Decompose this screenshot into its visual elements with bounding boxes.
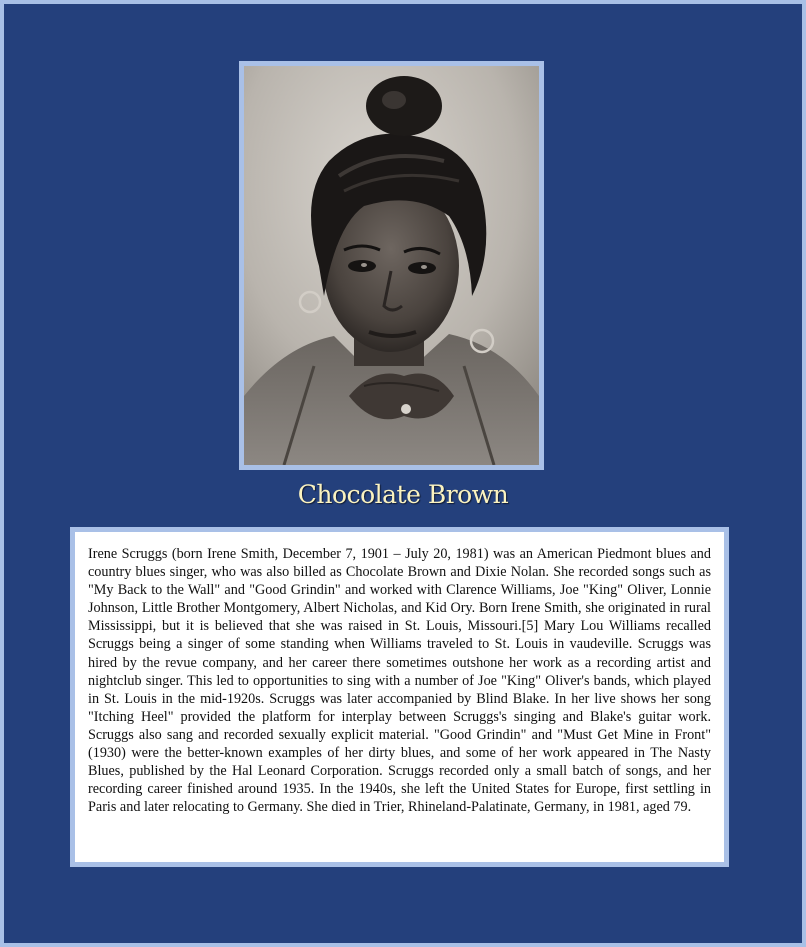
page-title: Chocolate Brown: [297, 480, 509, 509]
bio-text: Irene Scruggs (born Irene Smith, December 7, 1901 – July 20, 1981) was an American Piedmont blues and country blues singer, who was also billed as Chocolate Brown and Dixie Nolan. She recorded songs such as "My Back to the Wall" and "Good Grindin" and worked with Clarence Williams, Joe "King" Oliver, Lonnie Johnson, Little Brother Montgomery, Albert Nicholas, and Kid Ory. Born Irene Smith, she originated in rural Mississippi, but it is believed that she was raised in St. Louis, Missouri.[5] Mary Lou Williams recalled Scruggs being a singer of some standing when Williams traveled to St. Louis in vaudeville. Scruggs was hired by the revue company, and her career there sometimes outshone her work as a recording artist and nightclub singer. This led to opportunities to sing with a number of Joe "King" Oliver's bands, which played in St. Louis in the mid-1920s. Scruggs was later accompanied by Blind Blake. In her live shows her song "Itching Heel" provided the platform for interplay between Scruggs's singing and Blake's guitar work. Scruggs also sang and recorded sexually explicit material. "Good Grindin" and "Must Get Mine in Front" (1930) were the better-known examples of her dirty blues, and some of her work appeared in The Nasty Blues, published by the Hal Leonard Corporation. Scruggs recorded only a small batch of songs, and her recording career finished around 1935. In the 1940s, she left the United States for Europe, first settling in Paris and later relocating to Germany. She died in Trier, Rhineland-Palatinate, Germany, in 1981, aged 79.: [88, 546, 711, 816]
portrait-photo-icon: [244, 66, 539, 465]
bio-panel: [70, 527, 729, 867]
page-background: [4, 4, 802, 943]
portrait-photo: [239, 61, 544, 470]
